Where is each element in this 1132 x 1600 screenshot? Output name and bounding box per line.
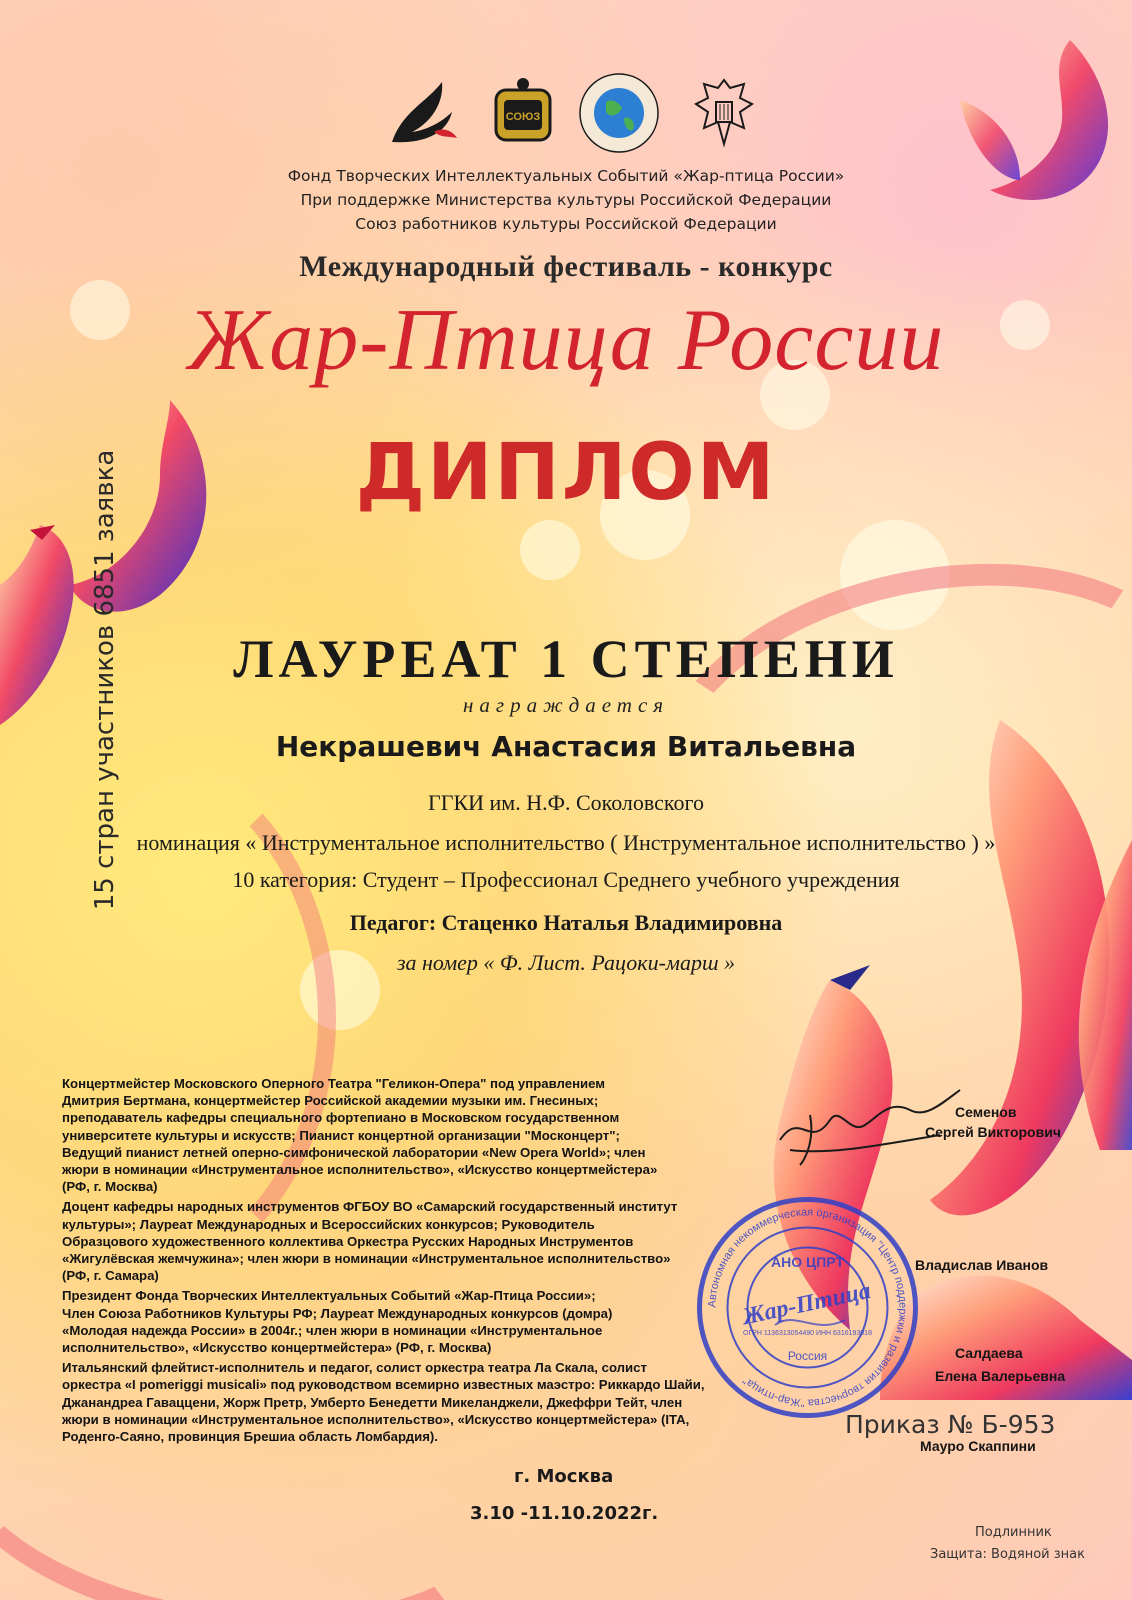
order-number: Приказ № Б-953 xyxy=(845,1410,1056,1439)
festival-dates: 3.10 -11.10.2022г. xyxy=(470,1503,659,1524)
globe-logo-icon xyxy=(578,72,660,154)
organization-stamp xyxy=(695,1195,920,1420)
watermark-protection: Защита: Водяной знак xyxy=(930,1547,1085,1562)
jury-text-line: «Жигулёвская жемчужина»; член жюри в номинации «Инструментальное исполнительство» xyxy=(62,1251,671,1267)
ministry-emblem-icon xyxy=(690,74,758,152)
institution: ГГКИ им. Н.Ф. Соколовского xyxy=(428,790,704,815)
award-title: ЛАУРЕАТ 1 СТЕПЕНИ xyxy=(233,629,899,689)
bokeh-light xyxy=(520,520,580,580)
jury-text-line: Дмитрия Бертмана, концертмейстер Российской академии музыки им. Гнесиных; xyxy=(62,1093,599,1109)
festival-name: Жар-Птица России xyxy=(187,292,945,389)
category: 10 категория: Студент – Профессионал Среднего учебного учреждения xyxy=(232,867,900,892)
jury-text-line: Джанандреа Гаваццени, Жорж Претр, Умберто Бенедетти Микеланджели, Джеффри Тейт, член xyxy=(62,1394,683,1410)
city: г. Москва xyxy=(514,1466,614,1487)
nomination: номинация « Инструментальное исполнительство ( Инструментальное исполнительство ) » xyxy=(136,830,996,855)
jury-text-line: Образцового художественного коллектива Оркестра Русских Народных Инструментов xyxy=(62,1233,634,1249)
teacher: Педагог: Стаценко Наталья Владимировна xyxy=(349,910,783,935)
jury-text-line: Ведущий пианист летней оперно-симфонической лаборатории «New Opera World»; член xyxy=(62,1144,646,1160)
jury-name: Семенов xyxy=(955,1104,1017,1120)
jury-text-line: Концертмейстер Московского Оперного Театра "Геликон-Опера" под управлением xyxy=(62,1076,606,1091)
stamp-ring-text: Автономная некоммерческая организация "Центр поддержки и развития творчества "Жар-птица" xyxy=(706,1206,909,1409)
organization-line: Союз работников культуры Российской Федерации xyxy=(355,215,777,233)
jury-text-line: Роденго-Саяно, провинция Брешиа область Ломбардия). xyxy=(62,1429,438,1445)
stamp-top-text: АНО ЦПРТ xyxy=(771,1254,844,1270)
jury-text-line: Член Союза Работников Культуры РФ; Лауреат Международных конкурсов (домра) xyxy=(62,1305,613,1321)
authenticity-label: Подлинник xyxy=(975,1525,1052,1540)
jury-text-line: «Молодая надежда России» в 2004г.; член жюри в номинации «Инструментальное xyxy=(62,1322,603,1338)
jury-text-line: культуры»; Лауреат Международных и Всероссийских конкурсов; Руководитель xyxy=(62,1216,595,1232)
awarded-label: награждается xyxy=(462,693,670,717)
jury-text-line: преподаватель кафедры специального фортепиано в Московском государственном xyxy=(62,1110,620,1126)
organization-line: Фонд Творческих Интеллектуальных Событий «Жар-птица России» xyxy=(287,167,845,185)
jury-name: Мауро Скаппини xyxy=(920,1438,1036,1454)
jury-text-line: (РФ, г. Самара) xyxy=(62,1268,159,1284)
jury-name: Владислав Иванов xyxy=(915,1257,1049,1273)
jury-name: Салдаева xyxy=(955,1345,1023,1361)
performance: за номер « Ф. Лист. Рацоки-марш » xyxy=(396,950,736,975)
jury-member-description xyxy=(62,1075,822,1195)
stamp-bottom-text: Россия xyxy=(787,1349,828,1363)
jury-text-line: жюри в номинации «Инструментальное исполнительство», «Искусство концертмейстера» (ITA, xyxy=(62,1411,690,1427)
jury-text-line: оркестра «I pomeriggi musicali» под руководством всемирно известных маэстро: Риккардо Шайи, xyxy=(62,1377,705,1393)
firebird-logo-icon xyxy=(372,72,470,152)
stamp-center-text: Жар-Птица xyxy=(740,1277,874,1331)
jury-text-line: жюри в номинации «Инструментальное исполнительство», «Искусство концертмейстера» xyxy=(62,1162,658,1178)
jury-text-line: (РФ, г. Москва) xyxy=(62,1179,158,1195)
jury-text-line: исполнительство», «Искусство концертмейстера» (РФ, г. Москва) xyxy=(62,1340,492,1356)
organization-line: При поддержке Министерства культуры Российской Федерации xyxy=(300,191,832,209)
stamp-inn-text: ОГРН 1136313054490 ИНН 6316193018 xyxy=(743,1330,872,1337)
festival-subtitle: Международный фестиваль - конкурс xyxy=(299,250,833,283)
jury-name: Сергей Викторович xyxy=(925,1124,1061,1140)
union-emblem-icon xyxy=(492,76,554,144)
jury-text-line: университете культуры и искусств; Пианист концертной организации "Москонцерт"; xyxy=(62,1127,620,1143)
recipient-name: Некрашевич Анастасия Витальевна xyxy=(275,730,857,763)
jury-name: Елена Валерьевна xyxy=(935,1368,1066,1384)
jury-text-line: Президент Фонда Творческих Интеллектуальных Событий «Жар-Птица России»; xyxy=(62,1288,596,1304)
jury-text-line: Доцент кафедры народных инструментов ФГБОУ ВО «Самарский государственный институт xyxy=(62,1199,678,1215)
jury-text-line: Итальянский флейтист-исполнитель и педагог, солист оркестра театра Ла Скала, солист xyxy=(62,1360,647,1376)
participants-note: 15 стран участников 6851 заявка xyxy=(90,449,120,911)
diploma-heading: ДИПЛОМ xyxy=(355,428,777,518)
union-logo-text: СОЮЗ xyxy=(505,111,541,123)
